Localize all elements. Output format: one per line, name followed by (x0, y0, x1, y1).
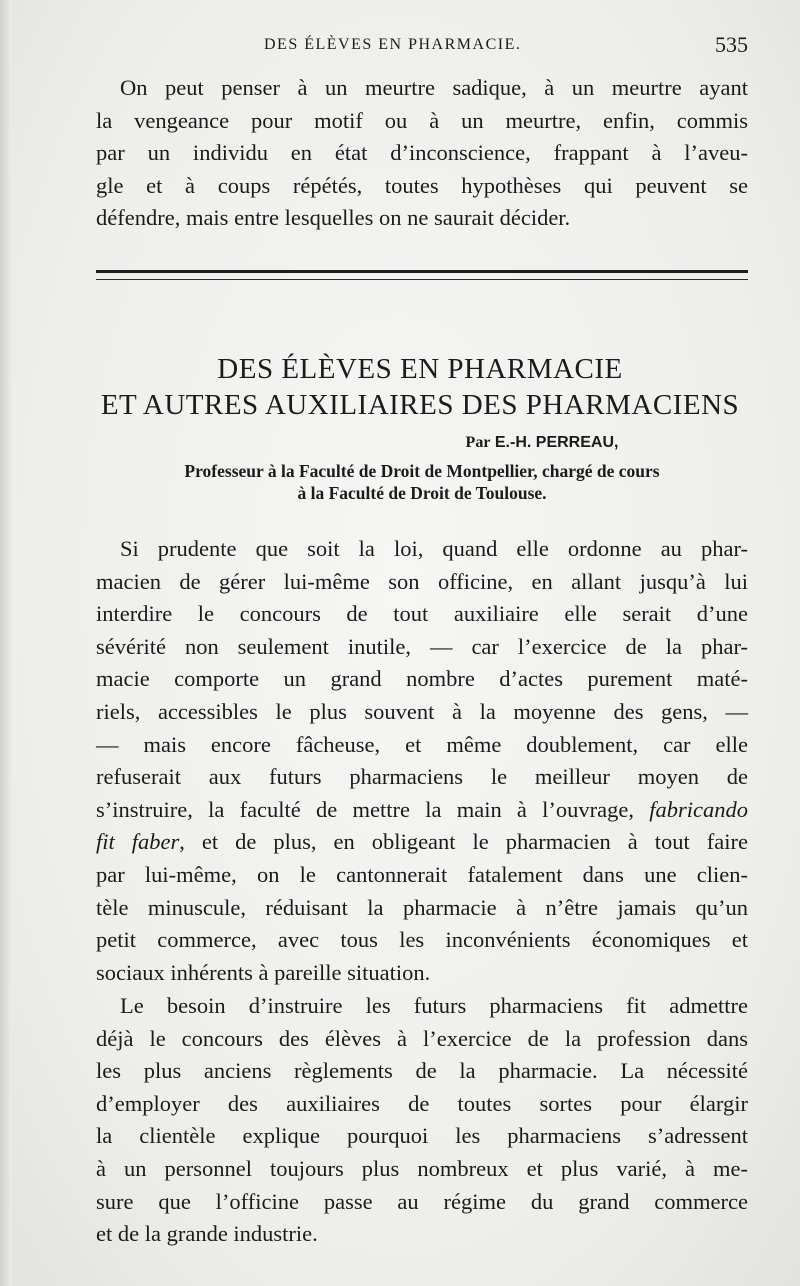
text-line: tèle minuscule, réduisant la pharmacie à n’être jamais qu’un (96, 894, 748, 920)
text-line: à un personnel toujours plus nombreux et plus varié, à me- (96, 1155, 748, 1181)
text-line: d’employer des auxiliaires de toutes sortes pour élargir (96, 1090, 748, 1116)
text-line: petit commerce, avec tous les inconvénients économiques et (96, 927, 748, 953)
italic-latin-phrase: fabricando (649, 796, 748, 822)
text-line: — mais encore fâcheuse, et même doublement, car elle (96, 731, 748, 757)
text-line: Le besoin d’instruire les futurs pharmaciens fit admettre (120, 993, 748, 1018)
text-line: riels, accessibles le plus souvent à la moyenne des gens, — (96, 698, 748, 724)
text-segment: s’instruire, la faculté de mettre la main à l’ouvrage, (96, 796, 634, 822)
text-line: et de la grande industrie. (96, 1221, 318, 1247)
text-line: interdire le concours de tout auxiliaire elle serait d’une (96, 601, 748, 627)
opening-paragraph (96, 72, 748, 235)
text-line: la vengeance pour motif ou à un meurtre, enfin, commis (96, 107, 748, 133)
article-title-line-2: ET AUTRES AUXILIAIRES DES PHARMACIENS (100, 389, 740, 421)
text-line: par un individu en état d’inconscience, frappant à l’aveu- (96, 140, 748, 166)
affiliation-line-1: Professeur à la Faculté de Droit de Montpellier, chargé de cours (184, 461, 660, 481)
text-line: défendre, mais entre lesquelles on ne saurait décider. (96, 205, 571, 231)
text-line: macien de gérer lui-même son officine, en allant jusqu’à lui (96, 568, 748, 594)
text-line: gle et à coups répétés, toutes hypothèses qui peuvent se (96, 172, 748, 198)
affiliation-line-2: à la Faculté de Droit de Toulouse. (297, 483, 547, 503)
running-head (96, 32, 748, 62)
text-line: macie comporte un grand nombre d’actes purement maté- (96, 666, 748, 692)
text-line: sociaux inhérents à pareille situation. (96, 959, 431, 985)
paragraph-2 (96, 990, 748, 1251)
text-line-with-italic (96, 794, 748, 827)
page-gutter-shadow (0, 0, 12, 1286)
text-line: déjà le concours des élèves à l’exercice de la profession dans (96, 1025, 748, 1051)
byline (96, 434, 800, 452)
running-title: DES ÉLÈVES EN PHARMACIE. (264, 36, 522, 53)
text-line: On peut penser à un meurtre sadique, à un meurtre ayant (120, 75, 748, 100)
byline-prefix: Par (465, 434, 491, 451)
text-line: la clientèle explique pourquoi les pharmaciens s’adressent (96, 1123, 748, 1149)
text-line-with-italic (96, 826, 748, 859)
paragraph-1 (96, 533, 748, 989)
text-segment: , et de plus, en obligeant le pharmacien à tout faire (179, 829, 748, 855)
text-line: refuserait aux futurs pharmaciens le meilleur moyen de (96, 764, 748, 790)
text-line: sévérité non seulement inutile, — car l’exercice de la phar- (96, 633, 748, 659)
text-line: les plus anciens règlements de la pharmacie. La nécessité (96, 1058, 748, 1084)
text-line: Si prudente que soit la loi, quand elle ordonne au phar- (120, 536, 748, 561)
author-name: E.-H. PERREAU, (494, 434, 619, 451)
text-line: par lui-même, on le cantonnerait fatalement dans une clien- (96, 861, 748, 887)
text-line: sure que l’officine passe au régime du grand commerce (96, 1188, 748, 1214)
italic-latin-phrase-end: fit faber (96, 829, 180, 855)
section-rule-thick (96, 270, 748, 273)
section-rule-thin (96, 279, 748, 280)
article-title-line-1: DES ÉLÈVES EN PHARMACIE (217, 353, 623, 385)
page-number: 535 (715, 32, 748, 57)
